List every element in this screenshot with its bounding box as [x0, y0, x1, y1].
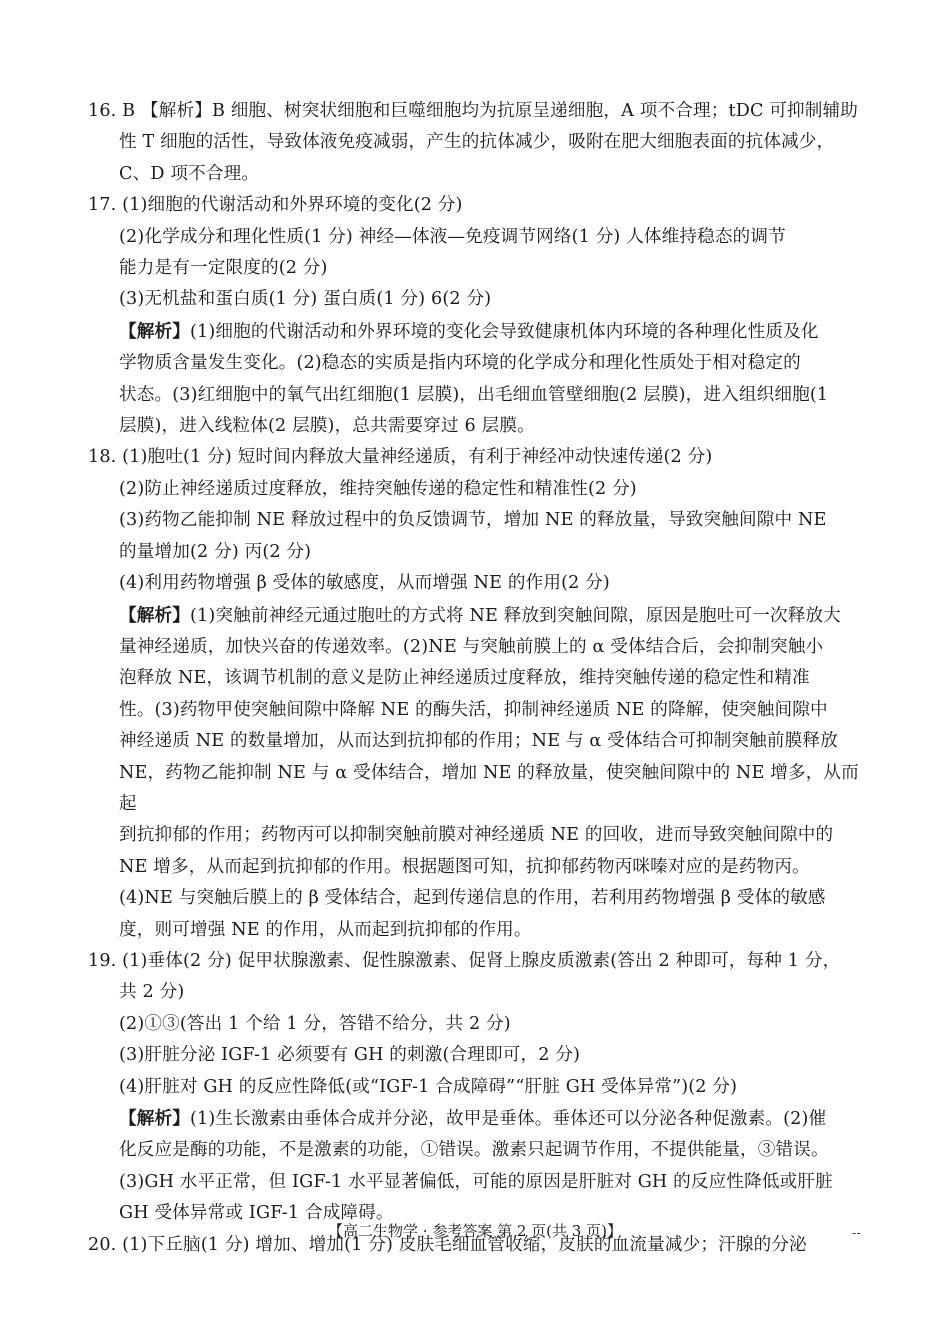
q19-line-5: (4)肝脏对 GH 的反应性降低(或“IGF-1 合成障碍”“肝脏 GH 受体异常”)(2 分): [119, 1076, 738, 1097]
q18-analysis-5: 神经递质 NE 的数量增加，从而达到抗抑郁的作用；NE 与 α 受体结合可抑制突触前膜释放: [119, 731, 838, 752]
q16-line-2: 性 T 细胞的活性，导致体液免疫减弱，产生的抗体减少，吸附在肥大细胞表面的抗体减少，: [119, 132, 835, 153]
q18-line-5: (4)利用药物增强 β 受体的敏感度，从而增强 NE 的作用(2 分): [119, 573, 610, 594]
q17-line-4: (3)无机盐和蛋白质(1 分) 蛋白质(1 分) 6(2 分): [119, 289, 492, 310]
analysis-label: 【解析】: [119, 1108, 190, 1129]
q18-line-1: 18. (1)胞吐(1 分) 短时间内释放大量神经递质，有利于神经冲动快速传递(2 分): [88, 447, 713, 468]
q18-analysis-9: (4)NE 与突触后膜上的 β 受体结合，起到传递信息的作用，若利用药物增强 β 受体的敏感: [119, 888, 826, 909]
q18-analysis-2: 量神经递质，加快兴奋的传递效率。(2)NE 与突触前膜上的 α 受体结合后，会抑制突触小: [119, 636, 824, 657]
q19-analysis-3: (3)GH 水平正常，但 IGF-1 水平显著偏低，可能的原因是肝脏对 GH 的反应性降低或肝脏: [119, 1171, 833, 1192]
q18-analysis-3: 泡释放 NE，该调节机制的意义是防止神经递质过度释放，维持突触传递的稳定性和精准: [119, 668, 810, 689]
page-footer: 【高二生物学 · 参考答案 第 2 页(共 3 页)】: [328, 1222, 622, 1240]
q19-line-1: 19. (1)垂体(2 分) 促甲状腺激素、促性腺激素、促肾上腺皮质激素(答出 2 种即可，每种 1 分，: [88, 950, 841, 971]
q18-analysis-8: NE 增多，从而起到抗抑郁的作用。根据题图可知，抗抑郁药物丙咪嗪对应的是药物丙。: [119, 856, 810, 877]
q17-analysis-1: 【解析】(1)细胞的代谢活动和外界环境的变化会导致健康机体内环境的各种理化性质及化: [119, 320, 819, 342]
q17-analysis-3: 状态。(3)红细胞中的氧气出红细胞(1 层膜)，出毛细血管壁细胞(2 层膜)，进入组织细胞(1: [119, 384, 829, 405]
q19-analysis-2: 化反应是酶的功能，不是激素的功能，①错误。激素只起调节作用，不提供能量，③错误。: [119, 1140, 829, 1161]
q17-analysis-2: 学物质含量发生变化。(2)稳态的实质是指内环境的化学成分和理化性质处于相对稳定的: [119, 353, 801, 374]
q16-line-1: 16. B 【解析】B 细胞、树突状细胞和巨噬细胞均为抗原呈递细胞，A 项不合理；tDC 可抑制辅助: [88, 101, 859, 121]
answer-content: [88, 96, 863, 1261]
q19-line-3: (2)①③(答出 1 个给 1 分，答错不给分，共 2 分): [119, 1013, 511, 1034]
q20-line-1: 20. (1)下丘脑(1 分) 增加、增加(1 分) 皮肤毛细血管收缩，皮肤的血流量减少；汗腺的分泌: [88, 1234, 807, 1255]
q19-line-4: (3)肝脏分泌 IGF-1 必须要有 GH 的刺激(合理即可，2 分): [119, 1045, 581, 1066]
q18-analysis-7: 到抗抑郁的作用；药物丙可以抑制突触前膜对神经递质 NE 的回收，进而导致突触间隙中的: [119, 825, 834, 846]
q18-line-2: (2)防止神经递质过度释放，维持突触传递的稳定性和精准性(2 分): [119, 478, 637, 499]
q17-line-1: 17. (1)细胞的代谢活动和外界环境的变化(2 分): [88, 195, 463, 216]
q19-line-2: 共 2 分): [119, 982, 185, 1003]
q17-analysis-4: 层膜)，进入线粒体(2 层膜)，总共需要穿过 6 层膜。: [119, 416, 535, 437]
q18-analysis-10: 度，则可增强 NE 的作用，从而起到抗抑郁的作用。: [119, 919, 532, 940]
analysis-label: 【解析】: [119, 320, 190, 342]
footer-mark: --: [852, 1226, 861, 1240]
q17-line-3: 能力是有一定限度的(2 分): [119, 258, 328, 279]
q19-analysis-4: GH 受体异常或 IGF-1 合成障碍。: [119, 1203, 394, 1224]
q18-analysis-4: 性。(3)药物甲使突触间隙中降解 NE 的酶失活，抑制神经递质 NE 的降解，使突触间隙中: [119, 699, 828, 720]
q18-analysis-1: 【解析】(1)突触前神经元通过胞吐的方式将 NE 释放到突触间隙，原因是胞吐可一次释放大: [119, 604, 841, 626]
q18-analysis-6: NE，药物乙能抑制 NE 与 α 受体结合，增加 NE 的释放量，使突触间隙中的 NE 增多，从而起: [119, 762, 859, 814]
q17-line-2: (2)化学成分和理化性质(1 分) 神经—体液—免疫调节网络(1 分) 人体维持稳态的调节: [119, 226, 786, 247]
q19-analysis-1: 【解析】(1)生长激素由垂体合成并分泌，故甲是垂体。垂体还可以分泌各种促激素。(2)催: [119, 1108, 827, 1129]
q18-line-4: 的量增加(2 分) 丙(2 分): [119, 541, 312, 562]
analysis-label: 【解析】: [119, 604, 190, 626]
q16-line-3: C、D 项不合理。: [119, 163, 260, 184]
q18-line-3: (3)药物乙能抑制 NE 释放过程中的负反馈调节，增加 NE 的释放量，导致突触间隙中 NE: [119, 510, 827, 531]
